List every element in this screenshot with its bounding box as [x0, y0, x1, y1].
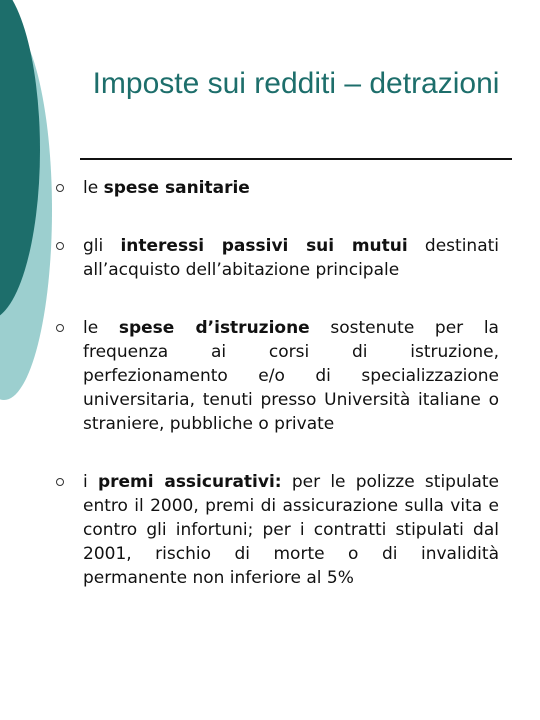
bullet-item [56, 470, 499, 590]
bullet-circle-icon [56, 324, 64, 332]
bullet-circle-icon [56, 478, 64, 486]
bullet-text: i [83, 472, 98, 492]
bullet-text: le [83, 318, 119, 338]
bullet-circle-icon [56, 242, 64, 250]
slide-title: Imposte sui redditi – detrazioni [92, 67, 500, 100]
bullet-emphasis: spese sanitarie [103, 178, 250, 198]
decorative-side-shape [0, 0, 60, 420]
bullet-item [56, 176, 499, 200]
bullet-text: destinati all’acquisto dell’abitazione principale [83, 236, 499, 280]
bullet-text: per le polizze stipulate entro il 2000, premi di assicurazione sulla vita e contro gli infortuni; per i contratti stipulati dal 2001, rischio di morte o di invalidità permanente non inferiore al 5% [83, 472, 499, 588]
bullet-list [56, 176, 499, 590]
bullet-emphasis: spese d’istruzione [118, 318, 310, 338]
title-divider [80, 158, 512, 160]
bullet-text: le [83, 178, 104, 198]
bullet-emphasis: premi assicurativi: [97, 472, 282, 492]
bullet-emphasis: interessi passivi sui mutui [120, 236, 408, 256]
bullet-item [56, 234, 499, 282]
bullet-text: sostenute per la frequenza ai corsi di istruzione, perfezionamento e/o di specializzazione universitaria, tenuti presso Università italiane o straniere, pubbliche o private [83, 318, 499, 434]
bullet-text: gli [83, 236, 121, 256]
bullet-item [56, 316, 499, 436]
bullet-circle-icon [56, 184, 64, 192]
